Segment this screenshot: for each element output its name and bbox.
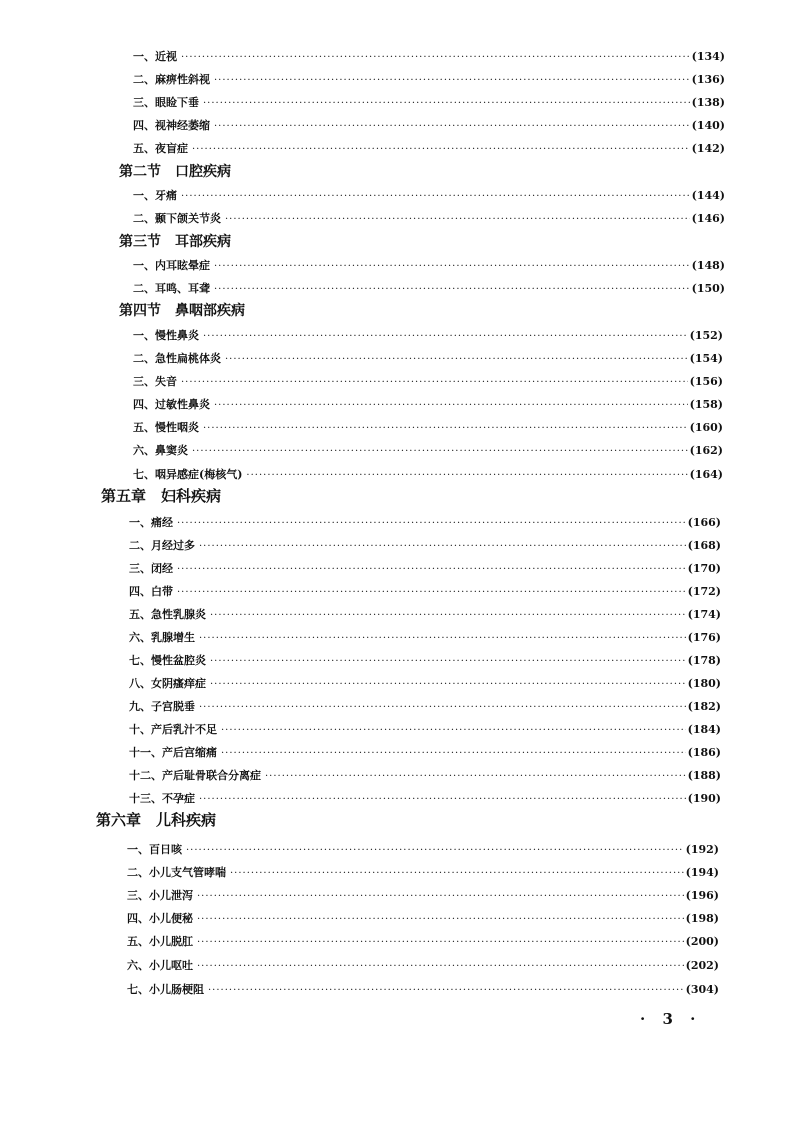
entry-title: 八、女阴瘙痒症 <box>129 677 206 690</box>
dot-leader <box>265 766 686 788</box>
entry-title: 三、小儿泄泻 <box>127 889 193 902</box>
toc-entry[interactable] <box>133 138 725 160</box>
entry-title: 六、小儿呕吐 <box>127 959 193 972</box>
dot-leader <box>199 789 686 811</box>
entry-title: 二、麻痹性斜视 <box>133 73 210 86</box>
dot-leader <box>246 465 687 487</box>
entry-page-number: (198) <box>685 912 719 925</box>
toc-entry[interactable] <box>133 348 723 370</box>
toc-entry[interactable] <box>129 788 721 810</box>
entry-page-number: (190) <box>687 792 721 805</box>
page-number-footer: · 3 · <box>640 1010 702 1028</box>
dot-leader <box>199 628 686 650</box>
toc-entry[interactable] <box>129 512 721 534</box>
dot-leader <box>214 116 690 138</box>
chapter-heading[interactable]: 第五章 妇科疾病 <box>101 487 222 505</box>
dot-leader <box>208 980 684 1002</box>
entry-title: 二、急性扁桃体炎 <box>133 352 221 365</box>
toc-entry[interactable] <box>127 931 719 953</box>
entry-page-number: (184) <box>687 723 721 736</box>
entry-page-number: (160) <box>689 421 723 434</box>
toc-entry[interactable] <box>133 440 723 462</box>
dot-leader <box>181 47 690 69</box>
dot-leader <box>181 372 688 394</box>
entry-page-number: (144) <box>691 189 725 202</box>
entry-title: 一、牙痛 <box>133 189 177 202</box>
entry-title: 五、慢性咽炎 <box>133 421 199 434</box>
toc-entry[interactable] <box>127 839 719 861</box>
entry-page-number: (158) <box>689 398 723 411</box>
entry-title: 十一、产后宫缩痛 <box>129 746 217 759</box>
entry-title: 六、鼻窦炎 <box>133 444 188 457</box>
toc-entry[interactable] <box>129 558 721 580</box>
entry-page-number: (304) <box>685 983 719 996</box>
toc-entry[interactable] <box>133 394 723 416</box>
entry-title: 七、小儿肠梗阻 <box>127 983 204 996</box>
dot-leader <box>186 840 684 862</box>
dot-leader <box>225 349 688 371</box>
entry-page-number: (196) <box>685 889 719 902</box>
entry-page-number: (152) <box>689 329 723 342</box>
toc-entry[interactable] <box>127 955 719 977</box>
entry-title: 一、痛经 <box>129 516 173 529</box>
toc-entry[interactable] <box>133 325 723 347</box>
toc-entry[interactable] <box>133 115 725 137</box>
dot-leader <box>214 256 690 278</box>
entry-title: 三、失音 <box>133 375 177 388</box>
dot-leader <box>197 932 684 954</box>
dot-leader <box>199 536 686 558</box>
entry-page-number: (136) <box>691 73 725 86</box>
entry-title: 二、小儿支气管哮喘 <box>127 866 226 879</box>
entry-page-number: (138) <box>691 96 725 109</box>
entry-page-number: (140) <box>691 119 725 132</box>
entry-title: 七、咽异感症(梅核气) <box>133 468 243 481</box>
entry-page-number: (176) <box>687 631 721 644</box>
entry-title: 一、慢性鼻炎 <box>133 329 199 342</box>
entry-title: 七、慢性盆腔炎 <box>129 654 206 667</box>
dot-leader <box>192 441 688 463</box>
dot-leader <box>214 279 690 301</box>
toc-entry[interactable] <box>129 650 721 672</box>
entry-title: 五、急性乳腺炎 <box>129 608 206 621</box>
entry-page-number: (156) <box>689 375 723 388</box>
entry-page-number: (142) <box>691 142 725 155</box>
entry-page-number: (164) <box>689 468 723 481</box>
toc-entry[interactable] <box>127 862 719 884</box>
entry-title: 九、子宫脱垂 <box>129 700 195 713</box>
entry-title: 四、白带 <box>129 585 173 598</box>
entry-page-number: (188) <box>687 769 721 782</box>
entry-title: 十二、产后耻骨联合分离症 <box>129 769 261 782</box>
dot-leader <box>197 886 684 908</box>
entry-page-number: (194) <box>685 866 719 879</box>
toc-entry[interactable] <box>133 208 725 230</box>
entry-title: 一、近视 <box>133 50 177 63</box>
toc-entry[interactable] <box>127 979 719 1001</box>
entry-title: 一、内耳眩晕症 <box>133 259 210 272</box>
entry-title: 二、颞下颌关节炎 <box>133 212 221 225</box>
dot-leader <box>214 395 688 417</box>
entry-title: 五、小儿脱肛 <box>127 935 193 948</box>
entry-page-number: (148) <box>691 259 725 272</box>
entry-page-number: (168) <box>687 539 721 552</box>
toc-entry[interactable] <box>133 185 725 207</box>
toc-entry[interactable] <box>133 46 725 68</box>
entry-title: 六、乳腺增生 <box>129 631 195 644</box>
entry-page-number: (166) <box>687 516 721 529</box>
dot-leader <box>177 582 686 604</box>
dot-leader <box>203 326 688 348</box>
toc-entry[interactable] <box>129 673 721 695</box>
entry-page-number: (146) <box>691 212 725 225</box>
dot-leader <box>199 697 686 719</box>
toc-entry[interactable] <box>129 581 721 603</box>
toc-entry[interactable] <box>129 535 721 557</box>
toc-entry[interactable] <box>129 719 721 741</box>
chapter-heading[interactable]: 第六章 儿科疾病 <box>96 811 217 829</box>
entry-title: 四、视神经萎缩 <box>133 119 210 132</box>
entry-page-number: (162) <box>689 444 723 457</box>
entry-page-number: (134) <box>691 50 725 63</box>
toc-entry[interactable] <box>129 696 721 718</box>
entry-title: 二、月经过多 <box>129 539 195 552</box>
dot-leader <box>210 651 686 673</box>
dot-leader <box>221 720 686 742</box>
entry-page-number: (174) <box>687 608 721 621</box>
dot-leader <box>225 209 690 231</box>
dot-leader <box>192 139 690 161</box>
section-heading[interactable]: 第三节 耳部疾病 <box>119 234 231 250</box>
entry-page-number: (154) <box>689 352 723 365</box>
dot-leader <box>214 70 690 92</box>
entry-page-number: (202) <box>685 959 719 972</box>
dot-leader <box>197 956 684 978</box>
entry-page-number: (186) <box>687 746 721 759</box>
entry-page-number: (180) <box>687 677 721 690</box>
toc-entry[interactable] <box>133 92 725 114</box>
toc-entry[interactable] <box>133 371 723 393</box>
dot-leader <box>230 863 684 885</box>
dot-leader <box>203 418 688 440</box>
entry-title: 三、闭经 <box>129 562 173 575</box>
entry-page-number: (172) <box>687 585 721 598</box>
dot-leader <box>197 909 684 931</box>
toc-entry[interactable] <box>129 627 721 649</box>
toc-entry[interactable] <box>133 69 725 91</box>
toc-entry[interactable] <box>127 908 719 930</box>
entry-page-number: (200) <box>685 935 719 948</box>
entry-title: 二、耳鸣、耳聋 <box>133 282 210 295</box>
entry-page-number: (170) <box>687 562 721 575</box>
toc-entry[interactable] <box>133 464 723 486</box>
dot-leader <box>210 605 686 627</box>
entry-title: 十、产后乳汁不足 <box>129 723 217 736</box>
entry-title: 五、夜盲症 <box>133 142 188 155</box>
section-heading[interactable]: 第四节 鼻咽部疾病 <box>119 303 245 319</box>
dot-leader <box>210 674 686 696</box>
toc-entry[interactable] <box>133 417 723 439</box>
toc-entry[interactable] <box>129 742 721 764</box>
entry-title: 三、眼睑下垂 <box>133 96 199 109</box>
section-heading[interactable]: 第二节 口腔疾病 <box>119 164 231 180</box>
toc-entry[interactable] <box>133 278 725 300</box>
entry-title: 一、百日咳 <box>127 843 182 856</box>
toc-entry[interactable] <box>127 885 719 907</box>
dot-leader <box>177 513 686 535</box>
dot-leader <box>181 186 690 208</box>
entry-title: 四、过敏性鼻炎 <box>133 398 210 411</box>
toc-entry[interactable] <box>129 765 721 787</box>
entry-page-number: (178) <box>687 654 721 667</box>
dot-leader <box>221 743 686 765</box>
dot-leader <box>203 93 690 115</box>
toc-entry[interactable] <box>129 604 721 626</box>
toc-entry[interactable] <box>133 255 725 277</box>
entry-page-number: (150) <box>691 282 725 295</box>
entry-title: 十三、不孕症 <box>129 792 195 805</box>
entry-page-number: (192) <box>685 843 719 856</box>
entry-page-number: (182) <box>687 700 721 713</box>
entry-title: 四、小儿便秘 <box>127 912 193 925</box>
dot-leader <box>177 559 686 581</box>
